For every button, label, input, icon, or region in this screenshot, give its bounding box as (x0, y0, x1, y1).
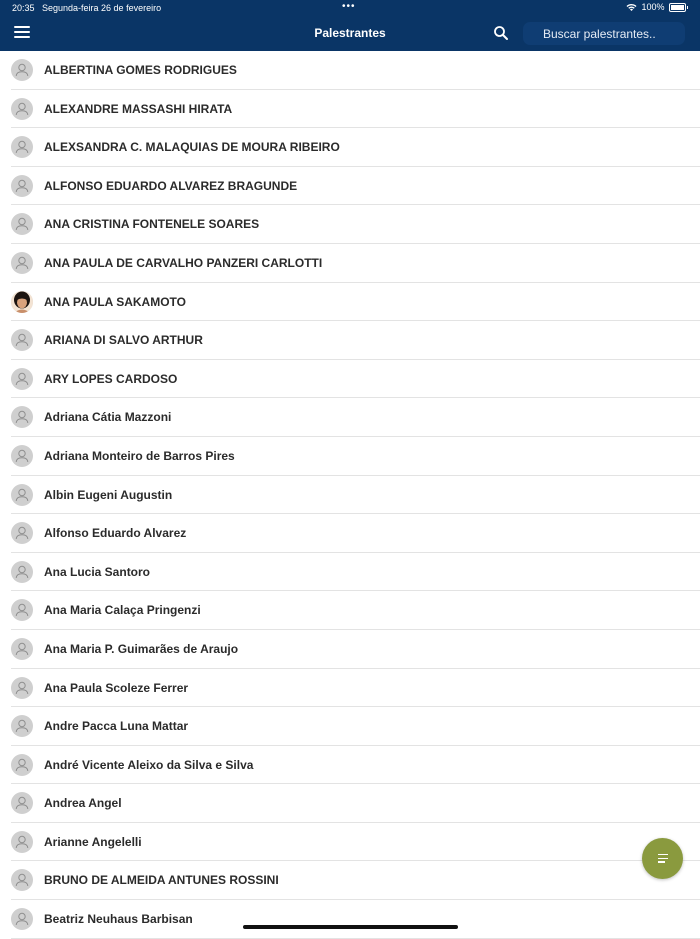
speaker-name: Adriana Monteiro de Barros Pires (44, 448, 235, 463)
speaker-name: Ana Paula Scoleze Ferrer (44, 680, 189, 695)
person-placeholder-icon (11, 329, 33, 351)
person-placeholder-icon (11, 98, 33, 120)
person-placeholder-icon (11, 445, 33, 467)
person-placeholder-icon (11, 715, 33, 737)
speaker-row[interactable] (11, 707, 700, 746)
speaker-row[interactable] (11, 244, 700, 283)
speaker-name: André Vicente Aleixo da Silva e Silva (44, 757, 254, 772)
person-placeholder-icon (11, 406, 33, 428)
speaker-name: ALEXANDRE MASSASHI HIRATA (44, 101, 233, 116)
speaker-row[interactable] (11, 669, 700, 708)
speaker-name: ANA PAULA SAKAMOTO (44, 294, 186, 309)
speaker-name: Andrea Angel (44, 796, 122, 811)
search-icon[interactable] (493, 25, 509, 41)
person-placeholder-icon (11, 59, 33, 81)
person-placeholder-icon (11, 213, 33, 235)
person-placeholder-icon (11, 908, 33, 930)
speaker-name: Beatriz Neuhaus Barbisan (44, 912, 193, 927)
battery-tip (687, 6, 689, 9)
speaker-photo (11, 291, 33, 313)
speaker-row[interactable] (11, 360, 700, 399)
speaker-name: ARIANA DI SALVO ARTHUR (44, 333, 203, 348)
multitasking-dots[interactable]: ••• (342, 1, 356, 12)
speaker-row[interactable] (11, 283, 700, 322)
speaker-row[interactable] (11, 553, 700, 592)
speaker-row[interactable] (11, 591, 700, 630)
speaker-row[interactable] (11, 746, 700, 785)
speaker-name: ALBERTINA GOMES RODRIGUES (44, 63, 237, 77)
speaker-name: ANA CRISTINA FONTENELE SOARES (44, 217, 260, 232)
person-placeholder-icon (11, 831, 33, 853)
speaker-row[interactable] (11, 51, 700, 90)
speaker-row[interactable] (11, 823, 700, 862)
person-placeholder-icon (11, 869, 33, 891)
status-bar (0, 0, 700, 16)
speaker-name: Arianne Angelelli (44, 834, 142, 849)
speaker-row[interactable] (11, 398, 700, 437)
speaker-row[interactable] (11, 205, 700, 244)
speaker-name: Adriana Cátia Mazzoni (44, 410, 172, 425)
person-placeholder-icon (11, 175, 33, 197)
speaker-row[interactable] (11, 437, 700, 476)
speaker-row[interactable] (11, 476, 700, 515)
status-date: Segunda-feira 26 de fevereiro (42, 3, 162, 13)
person-placeholder-icon (11, 252, 33, 274)
speaker-name: ALEXSANDRA C. MALAQUIAS DE MOURA RIBEIRO (44, 140, 340, 155)
speaker-row[interactable] (11, 514, 700, 553)
speaker-row[interactable] (11, 861, 700, 900)
person-placeholder-icon (11, 638, 33, 660)
person-placeholder-icon (11, 677, 33, 699)
status-right (626, 2, 688, 12)
nav-bar (0, 16, 700, 51)
speaker-name: ALFONSO EDUARDO ALVAREZ BRAGUNDE (44, 178, 298, 193)
speaker-name: BRUNO DE ALMEIDA ANTUNES ROSSINI (44, 873, 279, 888)
person-placeholder-icon (11, 484, 33, 506)
filter-fab-button[interactable] (642, 838, 683, 879)
speaker-row[interactable] (11, 630, 700, 669)
person-placeholder-icon (11, 754, 33, 776)
battery-percent: 100% (641, 2, 665, 12)
speaker-row[interactable] (11, 784, 700, 823)
speaker-name: Ana Lucia Santoro (44, 564, 151, 579)
person-placeholder-icon (11, 368, 33, 390)
home-indicator[interactable] (243, 925, 458, 929)
speaker-name: ARY LOPES CARDOSO (44, 371, 178, 386)
person-placeholder-icon (11, 561, 33, 583)
speaker-row[interactable] (11, 90, 700, 129)
page-title: Palestrantes (314, 26, 386, 40)
speaker-list (0, 51, 700, 939)
speaker-name: Albin Eugeni Augustin (44, 487, 173, 502)
wifi-icon (626, 3, 637, 12)
status-time: 20:35 (12, 3, 35, 13)
speaker-row[interactable] (11, 167, 700, 206)
speaker-name: ANA PAULA DE CARVALHO PANZERI CARLOTTI (44, 255, 323, 270)
person-placeholder-icon (11, 522, 33, 544)
speaker-row[interactable] (11, 128, 700, 167)
list-filter-icon (658, 854, 668, 865)
speaker-name: Ana Maria Calaça Pringenzi (44, 603, 201, 618)
person-placeholder-icon (11, 599, 33, 621)
speaker-name: Andre Pacca Luna Mattar (44, 719, 189, 734)
search-input[interactable] (523, 22, 685, 45)
speaker-name: Alfonso Eduardo Alvarez (44, 526, 187, 541)
speaker-row[interactable] (11, 900, 700, 939)
battery-icon (669, 3, 686, 12)
person-placeholder-icon (11, 136, 33, 158)
person-placeholder-icon (11, 792, 33, 814)
speaker-row[interactable] (11, 321, 700, 360)
speaker-name: Ana Maria P. Guimarães de Araujo (44, 641, 239, 656)
